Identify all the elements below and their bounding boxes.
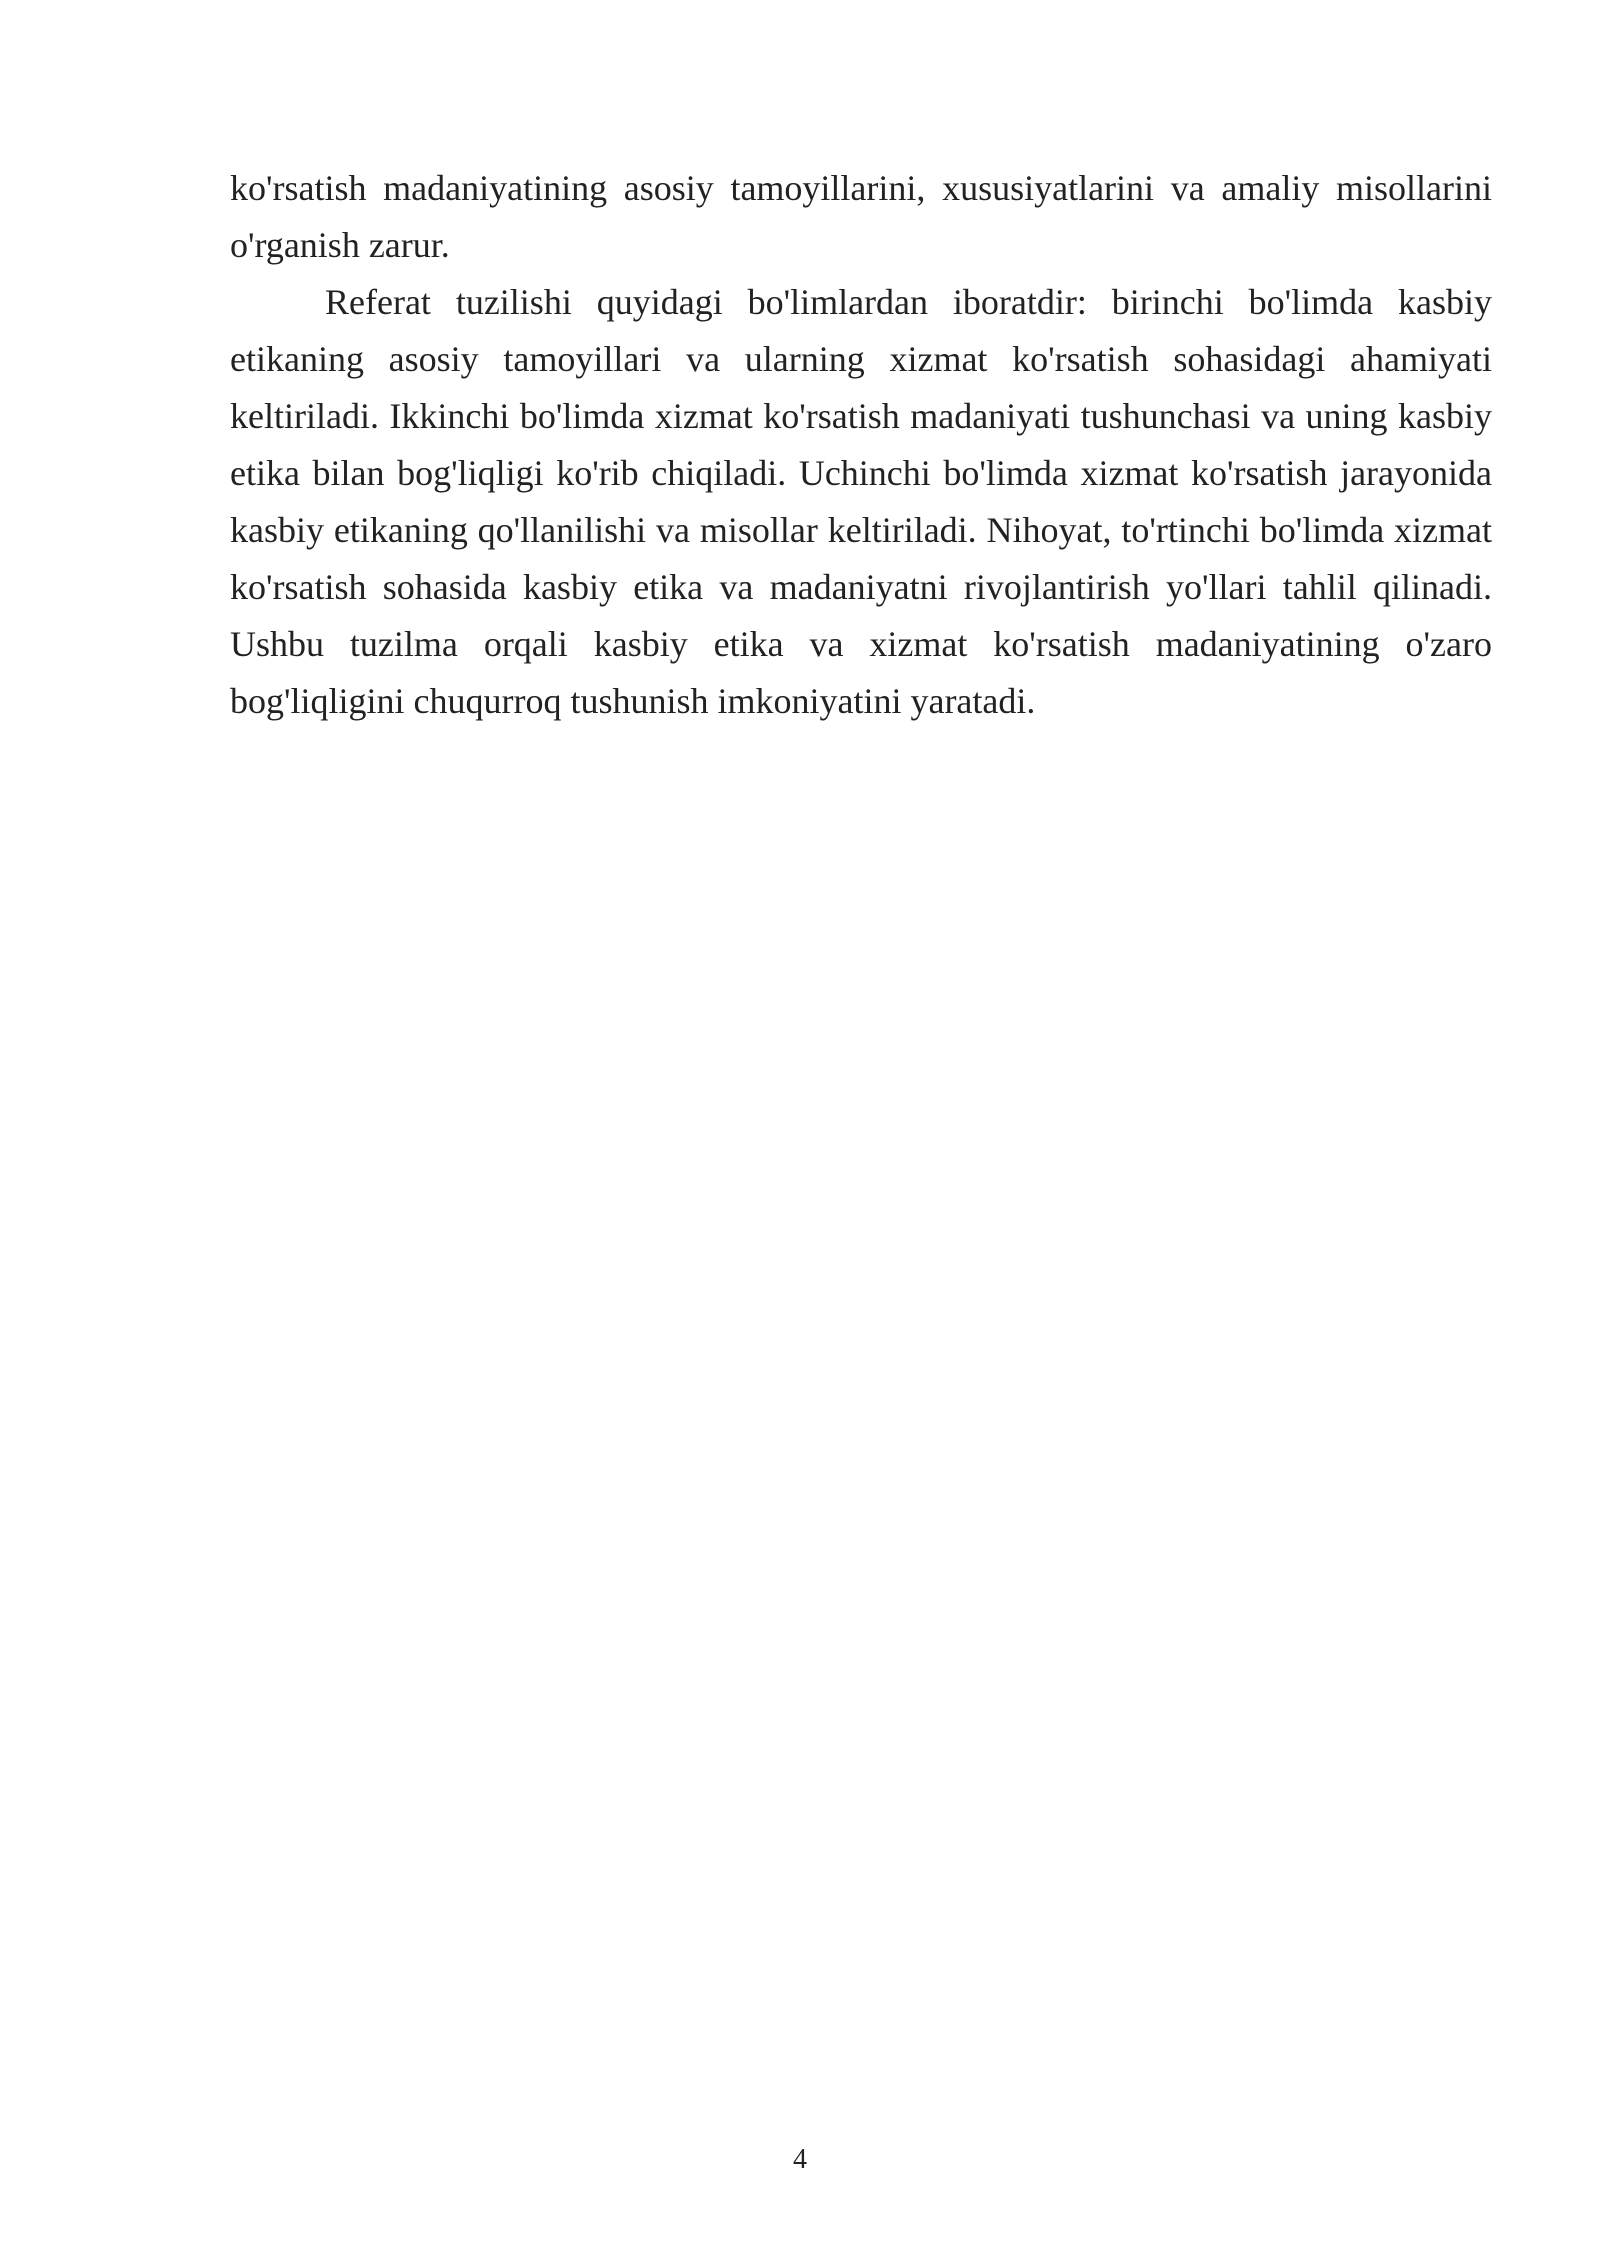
page-number: 4 bbox=[793, 2144, 807, 2175]
document-body bbox=[230, 160, 1492, 730]
paragraph-referat-structure: Referat tuzilishi quyidagi bo'limlardan iboratdir: birinchi bo'limda kasbiy etikaning asosiy tamoyillari va ularning xizmat ko'rsatish sohasidagi ahamiyati keltiriladi. Ikkinchi bo'limda xizmat ko'rsatish madaniyati tushunchasi va uning kasbiy etika bilan bog'liqligi ko'rib chiqiladi. Uchinchi bo'limda xizmat ko'rsatish jarayonida kasbiy etikaning qo'llanilishi va misollar keltiriladi. Nihoyat, to'rtinchi bo'limda xizmat ko'rsatish sohasida kasbiy etika va madaniyatni rivojlantirish yo'llari tahlil qilinadi. Ushbu tuzilma orqali kasbiy etika va xizmat ko'rsatish madaniyatining o'zaro bog'liqligini chuqurroq tushunish imkoniyatini yaratadi. bbox=[230, 282, 1492, 721]
paragraph-continuation: ko'rsatish madaniyatining asosiy tamoyillarini, xususiyatlarini va amaliy misollarini o'rganish zarur. bbox=[230, 168, 1492, 265]
